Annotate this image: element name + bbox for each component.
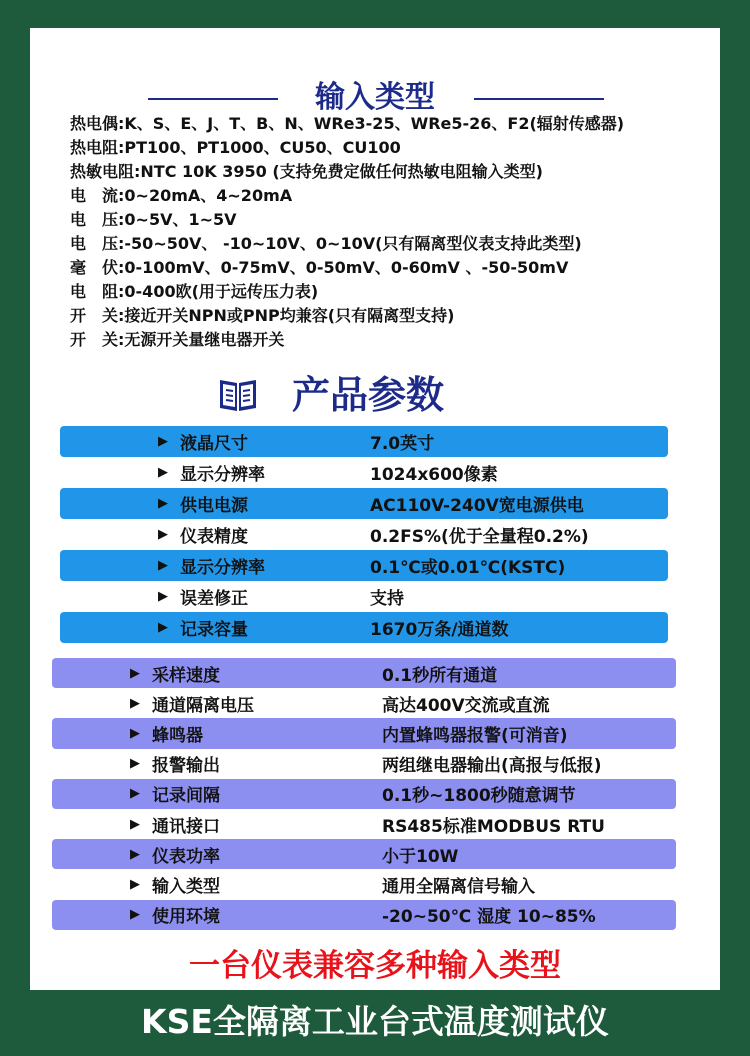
arrow-right-icon: ▶	[130, 846, 140, 862]
param-key: 输入类型	[152, 876, 220, 897]
arrow-right-icon: ▶	[158, 589, 168, 604]
poster-card	[30, 28, 720, 990]
param-row	[52, 658, 676, 688]
input-type-row	[70, 280, 710, 304]
param-row	[60, 519, 668, 550]
param-value: 内置蜂鸣器报警(可消音)	[382, 725, 568, 746]
param-row	[52, 869, 676, 899]
param-key: 误差修正	[180, 589, 248, 609]
title-divider-right	[474, 98, 604, 100]
param-row	[52, 718, 676, 748]
param-row	[60, 612, 668, 643]
param-key: 显示分辨率	[180, 558, 265, 578]
params-title: 产品参数	[292, 373, 445, 417]
param-key: 记录容量	[180, 620, 248, 640]
params-table-1	[60, 426, 668, 643]
footer-title: KSE全隔离工业台式温度测试仪	[141, 1002, 609, 1041]
arrow-right-icon: ▶	[130, 786, 140, 802]
param-row	[60, 457, 668, 488]
param-value: 两组继电器输出(高报与低报)	[382, 756, 602, 777]
input-type-row	[70, 136, 710, 160]
param-key: 采样速度	[152, 665, 220, 686]
input-types-list	[70, 112, 710, 352]
input-type-value: 0~20mA、4~20mA	[124, 186, 293, 205]
arrow-right-icon: ▶	[158, 434, 168, 449]
input-type-label: 热电偶:	[70, 114, 125, 133]
input-type-value: 0-400欧(用于远传压力表)	[124, 282, 319, 301]
param-row	[52, 900, 676, 930]
arrow-right-icon: ▶	[158, 527, 168, 542]
param-value: -20~50℃ 湿度 10~85%	[382, 907, 596, 928]
param-key: 使用环境	[152, 907, 220, 928]
param-key: 仪表精度	[180, 527, 248, 547]
arrow-right-icon: ▶	[158, 465, 168, 480]
arrow-right-icon: ▶	[158, 496, 168, 511]
arrow-right-icon: ▶	[130, 816, 140, 832]
param-key: 液晶尺寸	[180, 434, 248, 454]
param-value: 0.1秒~1800秒随意调节	[382, 786, 576, 807]
arrow-right-icon: ▶	[130, 665, 140, 681]
arrow-right-icon: ▶	[130, 907, 140, 923]
input-type-row	[70, 184, 710, 208]
param-value: RS485标准MODBUS RTU	[382, 816, 605, 837]
param-value: 0.2FS%(优于全量程0.2%)	[370, 527, 589, 547]
input-type-label: 开 关:	[70, 330, 125, 349]
input-type-label: 电 压:	[70, 234, 125, 253]
input-type-label: 电 压:	[70, 210, 125, 229]
input-type-value: 0-100mV、0-75mV、0-50mV、0-60mV 、-50-50mV	[124, 258, 569, 277]
arrow-right-icon: ▶	[130, 695, 140, 711]
param-row	[60, 581, 668, 612]
input-type-label: 毫 伏:	[70, 258, 125, 277]
input-type-value: -50~50V、 -10~10V、0~10V(只有隔离型仪表支持此类型)	[124, 234, 582, 253]
param-row	[60, 550, 668, 581]
param-row	[52, 809, 676, 839]
input-type-row	[70, 112, 710, 136]
input-types-title: 输入类型	[315, 80, 435, 115]
input-type-row	[70, 160, 710, 184]
param-value: 0.1℃或0.01℃(KSTC)	[370, 558, 566, 578]
input-type-row	[70, 256, 710, 280]
param-row	[60, 426, 668, 457]
param-value: 高达400V交流或直流	[382, 695, 550, 716]
params-table-2	[52, 658, 676, 930]
input-type-label: 电 流:	[70, 186, 125, 205]
param-key: 通讯接口	[152, 816, 220, 837]
input-type-label: 开 关:	[70, 306, 125, 325]
arrow-right-icon: ▶	[130, 876, 140, 892]
input-type-label: 热电阻:	[70, 138, 125, 157]
param-value: 支持	[370, 589, 404, 609]
param-value: 0.1秒所有通道	[382, 665, 498, 686]
input-type-row	[70, 304, 710, 328]
input-type-row	[70, 232, 710, 256]
param-key: 蜂鸣器	[152, 725, 203, 746]
param-value: 1670万条/通道数	[370, 620, 509, 640]
param-key: 通道隔离电压	[152, 695, 254, 716]
param-key: 仪表功率	[152, 846, 220, 867]
input-type-value: 0~5V、1~5V	[124, 210, 237, 229]
param-value: 1024x600像素	[370, 465, 498, 485]
arrow-right-icon: ▶	[130, 756, 140, 772]
input-type-value: PT100、PT1000、CU50、CU100	[124, 138, 401, 157]
param-row	[60, 488, 668, 519]
params-header	[30, 370, 720, 420]
input-type-row	[70, 208, 710, 232]
param-row	[52, 839, 676, 869]
arrow-right-icon: ▶	[158, 620, 168, 635]
param-row	[52, 749, 676, 779]
open-book-icon	[218, 376, 258, 412]
arrow-right-icon: ▶	[130, 725, 140, 741]
input-type-value: 无源开关量继电器开关	[124, 330, 285, 349]
param-value: AC110V-240V宽电源供电	[370, 496, 584, 516]
input-type-value: K、S、E、J、T、B、N、WRe3-25、WRe5-26、F2(辐射传感器)	[124, 114, 625, 133]
param-value: 7.0英寸	[370, 434, 435, 454]
param-key: 供电电源	[180, 496, 248, 516]
param-key: 报警输出	[152, 756, 220, 777]
param-row	[52, 688, 676, 718]
slogan: 一台仪表兼容多种输入类型	[189, 948, 561, 984]
param-key: 记录间隔	[152, 786, 220, 807]
param-value: 通用全隔离信号输入	[382, 876, 535, 897]
param-key: 显示分辨率	[180, 465, 265, 485]
param-row	[52, 779, 676, 809]
input-type-label: 热敏电阻:	[70, 162, 141, 181]
param-value: 小于10W	[382, 846, 459, 867]
input-type-label: 电 阻:	[70, 282, 125, 301]
arrow-right-icon: ▶	[158, 558, 168, 573]
input-type-value: NTC 10K 3950 (支持免费定做任何热敏电阻输入类型)	[140, 162, 543, 181]
input-type-value: 接近开关NPN或PNP均兼容(只有隔离型支持)	[124, 306, 455, 325]
input-type-row	[70, 328, 710, 352]
